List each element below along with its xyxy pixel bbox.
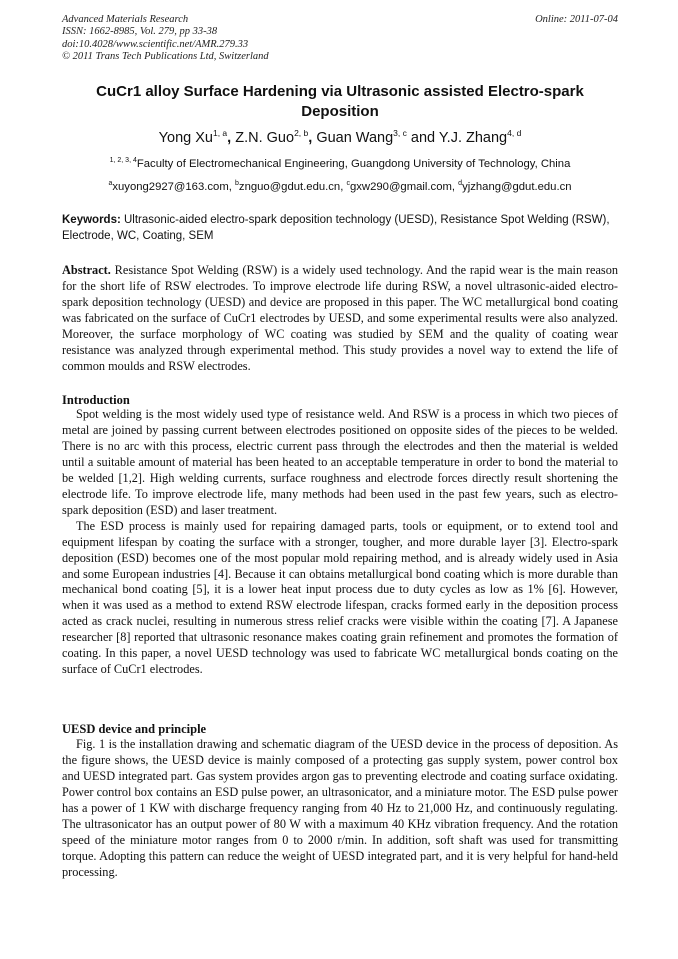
uesd-body <box>62 737 618 881</box>
email-link[interactable]: gxw290@gmail.com <box>350 180 452 193</box>
journal-name: Advanced Materials Research <box>62 14 189 25</box>
abstract-block <box>62 263 618 375</box>
author-name: Z.N. Guo <box>235 129 295 146</box>
affiliation-sup: 1, 2, 3, 4 <box>109 157 137 164</box>
paragraph: Spot welding is the most widely used type of resistance weld. And RSW is a process in which two pieces of metal are joined by passing current between electrodes positioned on opposite sides of the pieces to be welded. There is no arc with this process, electric current pass through the electrodes and then the material is welded until a suitable amount of material has been heated to an acceptable temperature in order to bond the material to be welded [1,2]. High welding currents, surface roughness and electrode forces directly result shortening the electrode life. To improve electrode life, many methods had been used in the past few years, such as electro-spark deposition (ESD) and laser treatment. <box>62 407 618 517</box>
title-line-1: CuCr1 alloy Surface Hardening via Ultrasonic assisted Electro-spark <box>96 83 584 100</box>
keywords-text: Ultrasonic-aided electro-spark deposition technology (UESD), Resistance Spot Welding (RSW), Electrode, WC, Coating, SEM <box>62 214 610 243</box>
author-sup: 2, b <box>294 128 309 138</box>
doi-line: doi:10.4028/www.scientific.net/AMR.279.33 <box>62 38 249 50</box>
uesd-heading: UESD device and principle <box>62 722 207 736</box>
abstract-text: Resistance Spot Welding (RSW) is a widely used technology. And the rapid wear is the main reason for the short life of RSW electrodes. To improve electrode life during RSW, a novel ultrasonic-aided electro-spark deposition technology (UESD) and device are proposed in this paper. The WC metallurgical bond coating was fabricated on the surface of CuCr1 electrodes by UESD, and some experimental results were also analyzed. Moreover, the surface morphology of WC coating was studied by SEM and the quality of coating wear resistance was analyzed through experimental method. This study provides a novel way to extend the life of common moulds and RSW electrodes. <box>62 263 619 373</box>
author-and: and <box>406 129 439 146</box>
introduction-body <box>62 407 618 678</box>
author-separator: , <box>308 129 317 146</box>
author-name: Yong Xu <box>158 129 213 146</box>
author-sup: 4, d <box>507 128 522 138</box>
journal-header <box>62 14 618 64</box>
author-sup: 1, a <box>212 128 228 138</box>
email-sup: b <box>235 180 239 187</box>
email-sup: a <box>108 180 113 187</box>
paragraph: The ESD process is mainly used for repairing damaged parts, tools or equipment, or to extend tool and equipment lifespan by coating the surface with a stronger, tougher, and more durable layer [3]. Electro-spark deposition (ESD) becomes one of the most popular mold repairing method, and is already widely used in Asia and some European industries [4]. Because it can obtains metallurgical bond coating which is more durable than mechanical bond coating [5], it is a lower heat input process due to duty cycles as low as 1% [6]. However, when it was used as a method to extend RSW electrode lifespan, cracks formed early in the deposition process acted as crack nuclei, resulting in numerous stress relief cracks were visible within the coating [7]. A Japanese researcher [8] reported that ultrasonic resonance makes coating grain refinement and promotes the formation of coating. In this paper, a novel UESD technology was used to fabricate WC metallurgical bonds coating on the surface of CuCr1 electrodes. <box>62 518 618 677</box>
keywords-label: Keywords: <box>62 214 121 226</box>
paper-title <box>62 82 618 122</box>
email-link[interactable]: xuyong2927@163.com <box>112 180 229 193</box>
copyright-line: © 2011 Trans Tech Publications Ltd, Switzerland <box>62 51 269 63</box>
email-link[interactable]: yjzhang@gdut.edu.cn <box>462 180 572 193</box>
author-name: Y.J. Zhang <box>438 129 508 146</box>
keywords-block <box>62 212 618 244</box>
author-list <box>62 128 618 146</box>
author-separator: , <box>227 129 236 146</box>
affiliation-text: Faculty of Electromechanical Engineering, Guangdong University of Technology, China <box>136 157 571 170</box>
title-line-2: Deposition <box>301 103 379 120</box>
issn-line: ISSN: 1662-8985, Vol. 279, pp 33-38 <box>62 26 218 38</box>
email-list: $^a$xuyong2927@163.com, $^b$znguo@gdut.edu.cn, $^c$gxw290@gmail.com, $^d$yjzhang@gdut.edu.cn <box>108 180 572 193</box>
author-name: Guan Wang <box>316 129 394 146</box>
author-sup: 3, c <box>393 128 407 138</box>
online-date: Online: 2011-07-04 <box>535 14 618 25</box>
email-sup: c <box>346 180 350 187</box>
email-sup: d <box>458 180 463 187</box>
paragraph: Fig. 1 is the installation drawing and schematic diagram of the UESD device in the process of deposition. As the figure shows, the UESD device is mainly composed of a protecting gas supply system, power control box and UESD integrated part. Gas system provides argon gas to preventing electrode and coating surface oxidating. Power control box contains an ESD pulse power, an ultrasonicator, and a miniature motor. The ESD pulse power has a power of 1 KW with discharge frequency ranging from 40 Hz to 21,000 Hz, and continuously regulating. The ultrasonicator has an output power of 80 W with a maximum 40 KHz vibration frequency. And the rotation speed of the miniature motor ranges from 0 to 2000 r/min. In addition, soft shaft was used for transmitting torque. Adopting this pattern can reduce the weight of UESD integrated part, and it is very helpful for hand-held processing. <box>62 737 618 879</box>
abstract-label: Abstract. <box>62 263 111 277</box>
affiliation <box>62 157 618 170</box>
email-link[interactable]: znguo@gdut.edu.cn <box>238 180 341 193</box>
introduction-heading: Introduction <box>62 393 130 407</box>
